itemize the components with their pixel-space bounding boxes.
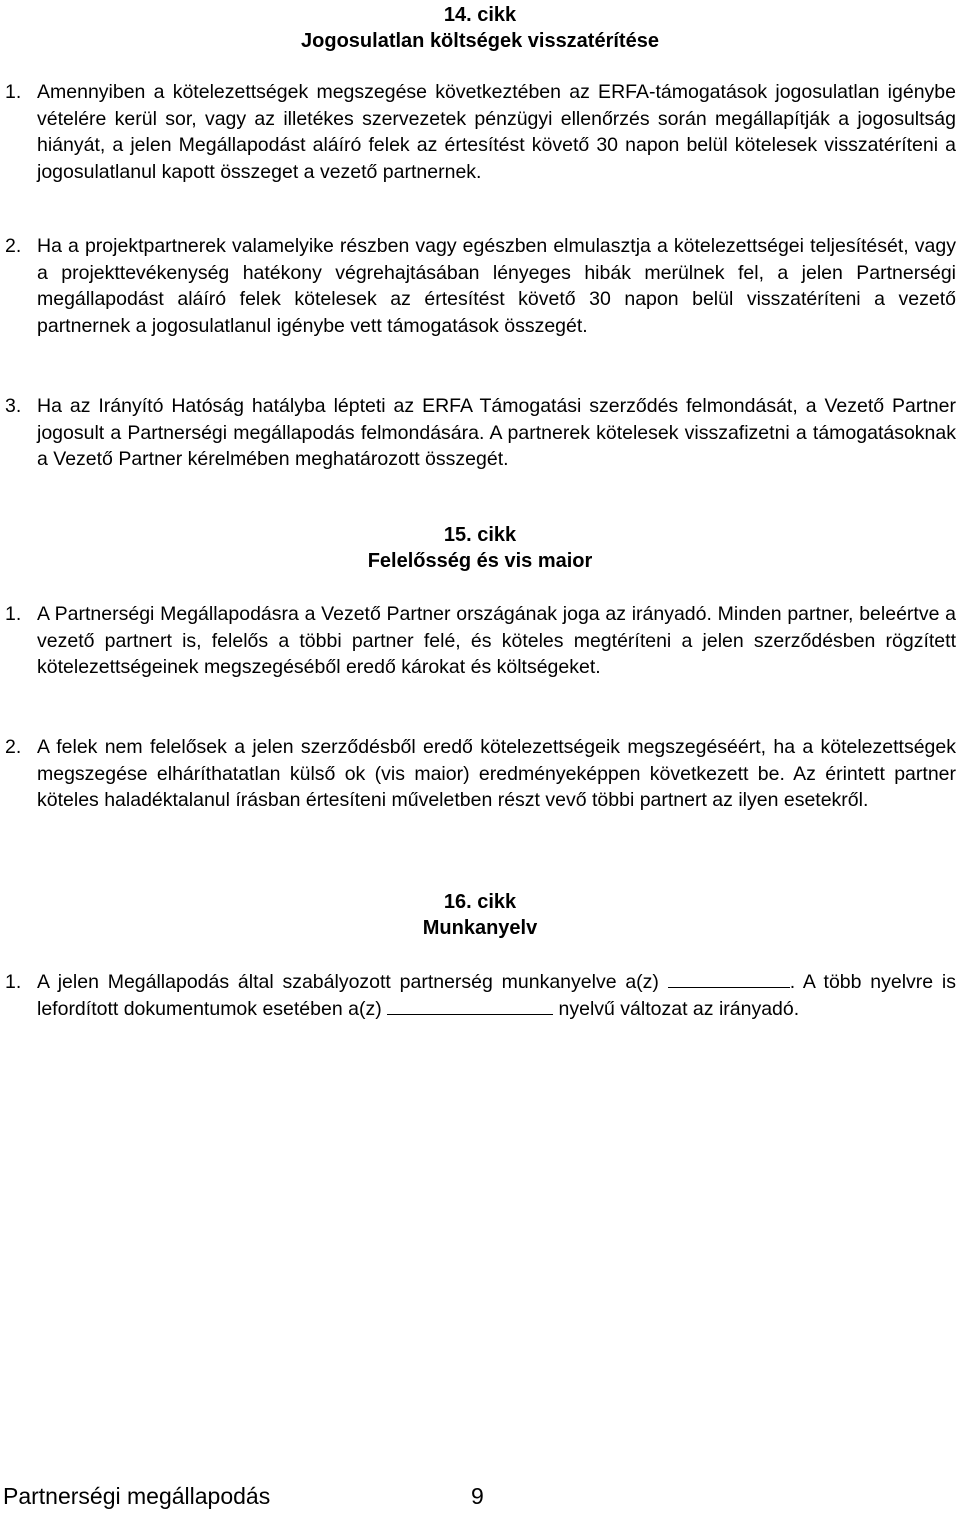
language-blank-2[interactable] (387, 996, 553, 1015)
paragraph-number: 1. (5, 81, 22, 103)
paragraph-number: 3. (5, 395, 22, 417)
paragraph-number: 1. (5, 603, 22, 625)
article-15-paragraph-2 (5, 734, 956, 814)
article-16-paragraph-1 (5, 969, 956, 1022)
article-14-paragraph-1 (5, 79, 956, 185)
article-16-title: Munkanyelv (422, 917, 538, 939)
article-14-number: 14. cikk (443, 4, 517, 26)
paragraph-text: Ha a projektpartnerek valamelyike részben vagy egészben elmulasztja a kötelezettségei teljesítését, vagy a projekttevékenység hatékony végrehajtásában lényeges hibák merülnek fel, a jelen Partnerségi megállapodást aláíró felek kötelesek az értesítést követő 30 napon belül visszatéríteni a vezető partnernek a jogosulatlanul igénybe vett támogatások összegét. (37, 235, 956, 337)
paragraph-text: A Partnerségi Megállapodásra a Vezető Partner országának joga az irányadó. Minden partner, beleértve a vezető partnert is, felelős a többi partner felé, és köteles megtéríteni a jelen szerződésben rögzített kötelezettségeinek megszegéséből eredő károkat és költségeket. (37, 603, 956, 678)
paragraph-text-part-1: A jelen Megállapodás által szabályozott partnerség munkanyelve a(z) (37, 971, 668, 993)
paragraph-number: 2. (5, 736, 22, 758)
paragraph-text-part-3: nyelvű változat az irányadó. (553, 997, 800, 1020)
article-15-title: Felelősség és vis maior (367, 550, 593, 572)
paragraph-text: A felek nem felelősek a jelen szerződésből eredő kötelezettségeik megszegéséért, ha a kötelezettségek megszegése elháríthatatlan külső ok (vis maior) eredményeképpen következett be. Az érintett partner köteles haladéktalanul írásban értesíteni műveletben részt vevő többi partnert az ilyen esetekről. (37, 736, 956, 811)
paragraph-text-part-2: . A több nyelvre is lefordított dokumentumok esetében a(z) (37, 971, 956, 1020)
article-15-paragraph-1 (5, 601, 956, 681)
page-number: 9 (471, 1483, 484, 1509)
paragraph-number: 2. (5, 235, 22, 257)
paragraph-text: Amennyiben a kötelezettségek megszegése következtében az ERFA-támogatások jogosulatlan igénybe vételére kerül sor, vagy az illetékes szervezetek pénzügyi ellenőrzés során megállapítják a jogosultság hiányát, a jelen Megállapodást aláíró felek az értesítést követő 30 napon belül kötelesek visszatéríteni a jogosulatlanul kapott összeget a vezető partnernek. (37, 81, 956, 183)
article-15-number: 15. cikk (443, 524, 517, 546)
article-16-number: 16. cikk (443, 891, 517, 913)
article-14-title: Jogosulatlan költségek visszatérítése (301, 30, 659, 52)
article-14-paragraph-2 (5, 233, 956, 339)
paragraph-text (37, 969, 956, 1022)
footer-title: Partnerségi megállapodás (3, 1483, 271, 1509)
paragraph-text: Ha az Irányító Hatóság hatályba lépteti az ERFA Támogatási szerződés felmondását, a Vezető Partner jogosult a Partnerségi megállapodás felmondására. A partnerek kötelesek visszafizetni a támogatásoknak a Vezető Partner kérelmében meghatározott összegét. (37, 395, 956, 470)
language-blank-1[interactable] (668, 969, 790, 988)
article-14-paragraph-3 (5, 393, 956, 473)
paragraph-number: 1. (5, 971, 22, 993)
